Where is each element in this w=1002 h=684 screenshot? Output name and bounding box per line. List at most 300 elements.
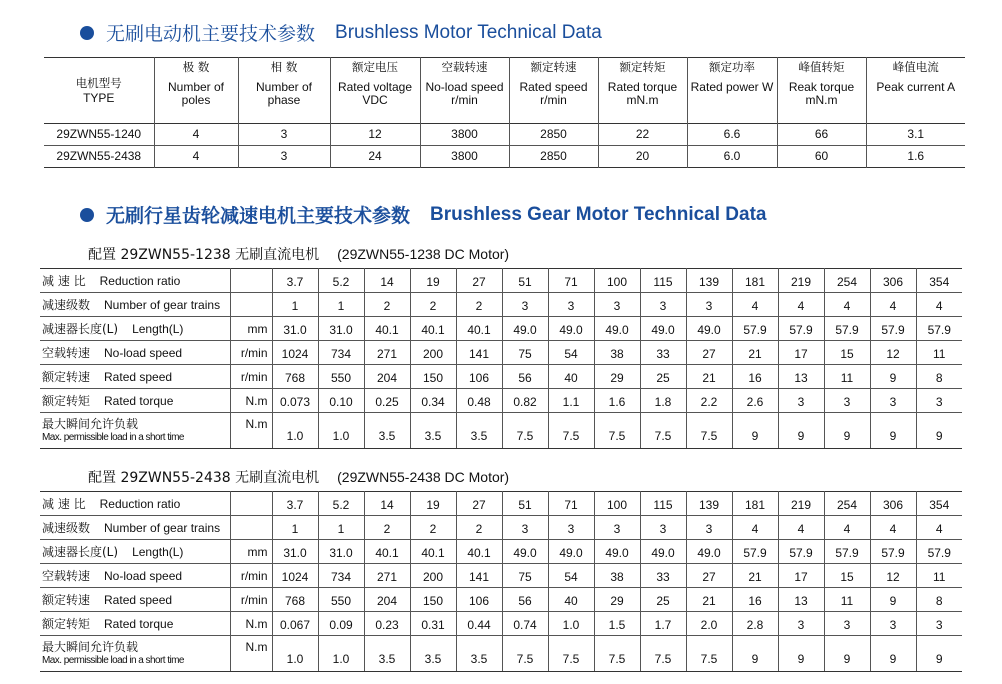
section-title-en: Brushless Motor Technical Data <box>335 21 602 43</box>
table-cell: 0.74 <box>502 612 548 636</box>
table-cell: 254 <box>824 492 870 516</box>
cell: 20 <box>598 146 687 168</box>
table-cell: 27 <box>686 564 732 588</box>
table-cell: 40.1 <box>364 540 410 564</box>
table-cell: 2 <box>410 516 456 540</box>
table-cell: 768 <box>272 588 318 612</box>
table-cell: 57.9 <box>778 317 824 341</box>
table-cell: 29 <box>594 588 640 612</box>
table-cell: 3.5 <box>456 413 502 449</box>
cell: 1.6 <box>866 146 965 168</box>
table-cell: 0.23 <box>364 612 410 636</box>
table-cell: 17 <box>778 341 824 365</box>
table-cell: 8 <box>916 365 962 389</box>
row-label <box>40 564 230 588</box>
cell: 2850 <box>509 124 598 146</box>
table-cell: 1 <box>272 293 318 317</box>
config-label-cn: 配置 29ZWN55-1238 无刷直流电机 <box>88 247 320 263</box>
row-label-en: Rated speed <box>104 593 173 607</box>
cell: 3800 <box>420 146 509 168</box>
table-cell: 4 <box>870 293 916 317</box>
cell: 22 <box>598 124 687 146</box>
table-cell: 3.5 <box>410 413 456 449</box>
table-cell: 0.31 <box>410 612 456 636</box>
table-cell: 219 <box>778 492 824 516</box>
table-cell: 15 <box>824 564 870 588</box>
table-cell: 57.9 <box>916 317 962 341</box>
table-cell: 4 <box>870 516 916 540</box>
row-label-cn: 额定转矩 <box>42 617 91 631</box>
section-title-en: Brushless Gear Motor Technical Data <box>430 203 767 225</box>
table-cell: 9 <box>916 413 962 449</box>
row-label <box>40 588 230 612</box>
table-cell: 7.5 <box>548 413 594 449</box>
row-unit: r/min <box>230 365 272 389</box>
table-cell: 40.1 <box>456 540 502 564</box>
table-row <box>40 293 962 317</box>
table-row <box>40 389 962 413</box>
row-label-cn: 额定转矩 <box>42 394 91 408</box>
table-cell: 71 <box>548 269 594 293</box>
table-cell: 100 <box>594 492 640 516</box>
row-unit: mm <box>230 317 272 341</box>
table-cell: 29 <box>594 365 640 389</box>
table-cell: 3 <box>548 516 594 540</box>
table-cell: 3 <box>778 612 824 636</box>
row-unit: N.m <box>230 612 272 636</box>
table-cell: 4 <box>824 516 870 540</box>
table-cell: 57.9 <box>870 317 916 341</box>
table-cell: 3 <box>640 293 686 317</box>
table-cell: 11 <box>916 341 962 365</box>
table-cell: 2.2 <box>686 389 732 413</box>
table-cell: 271 <box>364 564 410 588</box>
row-label-cn: 减速级数 <box>42 298 91 312</box>
table-cell: 9 <box>778 413 824 449</box>
col-header-type: 电机型号 TYPE <box>75 75 122 105</box>
table-cell: 141 <box>456 341 502 365</box>
table-cell: 3.5 <box>364 636 410 672</box>
row-label-cn: 减速级数 <box>42 521 91 535</box>
table-row <box>40 269 962 293</box>
row-label-cn: 减 速 比 <box>42 497 86 511</box>
table-cell: 40.1 <box>364 317 410 341</box>
config-label-cn: 配置 29ZWN55-2438 无刷直流电机 <box>88 470 320 486</box>
cell: 3 <box>238 146 330 168</box>
table-cell: 550 <box>318 588 364 612</box>
table-row <box>40 516 962 540</box>
table-cell: 57.9 <box>916 540 962 564</box>
table-cell: 9 <box>732 413 778 449</box>
table-cell: 2.0 <box>686 612 732 636</box>
row-label-cn: 空载转速 <box>42 569 91 583</box>
table-cell: 354 <box>916 269 962 293</box>
section-title-motor <box>80 19 602 46</box>
gear-table <box>40 268 962 449</box>
row-label <box>40 365 230 389</box>
table-row <box>40 413 962 449</box>
table-cell: 49.0 <box>686 317 732 341</box>
config-label-en: (29ZWN55-2438 DC Motor) <box>337 469 510 485</box>
table-cell: 3.5 <box>410 636 456 672</box>
table-cell: 4 <box>916 516 962 540</box>
row-label <box>40 317 230 341</box>
table-cell: 11 <box>916 564 962 588</box>
gear-table <box>40 491 962 672</box>
table-cell: 3 <box>870 612 916 636</box>
table-cell: 5.2 <box>318 492 364 516</box>
table-cell: 7.5 <box>640 636 686 672</box>
row-label <box>40 389 230 413</box>
table-cell: 16 <box>732 365 778 389</box>
table-cell: 21 <box>732 341 778 365</box>
bullet-icon <box>80 26 94 40</box>
row-unit <box>230 269 272 293</box>
table-cell: 16 <box>732 588 778 612</box>
cell: 24 <box>330 146 420 168</box>
table-row <box>40 365 962 389</box>
table-cell: 57.9 <box>824 540 870 564</box>
table-cell: 9 <box>870 588 916 612</box>
table-cell: 354 <box>916 492 962 516</box>
table-cell: 219 <box>778 269 824 293</box>
table-cell: 2.6 <box>732 389 778 413</box>
table-cell: 40.1 <box>456 317 502 341</box>
table-cell: 1.0 <box>272 413 318 449</box>
motor-table-header <box>44 58 965 124</box>
table-cell: 1 <box>318 516 364 540</box>
table-row <box>40 492 962 516</box>
cell: 3 <box>238 124 330 146</box>
config-label-en: (29ZWN55-1238 DC Motor) <box>337 246 510 262</box>
row-unit: N.m <box>230 413 272 449</box>
table-cell: 40 <box>548 588 594 612</box>
table-cell: 1024 <box>272 341 318 365</box>
table-cell: 106 <box>456 365 502 389</box>
col-header-peak-current: 峰值电流 Peak current A <box>866 58 965 124</box>
table-cell: 9 <box>778 636 824 672</box>
row-unit: mm <box>230 540 272 564</box>
table-cell: 0.067 <box>272 612 318 636</box>
table-cell: 200 <box>410 564 456 588</box>
table-cell: 550 <box>318 365 364 389</box>
row-label <box>40 540 230 564</box>
cell: 60 <box>777 146 866 168</box>
table-cell: 4 <box>732 293 778 317</box>
table-cell: 13 <box>778 588 824 612</box>
table-cell: 11 <box>824 365 870 389</box>
table-cell: 38 <box>594 564 640 588</box>
row-label-en: Number of gear trains <box>104 521 221 535</box>
table-cell: 306 <box>870 269 916 293</box>
cell-type: 29ZWN55-2438 <box>56 149 142 163</box>
table-cell: 40 <box>548 365 594 389</box>
table-cell: 4 <box>916 293 962 317</box>
table-cell: 768 <box>272 365 318 389</box>
row-label-en: Rated torque <box>104 394 174 408</box>
row-label-en: Number of gear trains <box>104 298 221 312</box>
col-header-peak-torque: 峰值转矩 Reak torque mN.m <box>777 58 866 124</box>
table-cell: 31.0 <box>272 540 318 564</box>
table-cell: 7.5 <box>502 413 548 449</box>
table-cell: 27 <box>456 269 502 293</box>
table-cell: 306 <box>870 492 916 516</box>
col-header-rated-power: 额定功率 Rated power W <box>687 58 777 124</box>
table-cell: 2 <box>456 516 502 540</box>
row-unit: N.m <box>230 389 272 413</box>
row-label-en: Length(L) <box>132 545 184 559</box>
cell: 4 <box>154 124 238 146</box>
table-cell: 51 <box>502 269 548 293</box>
table-cell: 3 <box>778 389 824 413</box>
row-label-cn: 减 速 比 <box>42 274 86 288</box>
cell: 6.6 <box>687 124 777 146</box>
table-cell: 33 <box>640 564 686 588</box>
table-cell: 31.0 <box>318 540 364 564</box>
row-label <box>40 293 230 317</box>
table-cell: 40.1 <box>410 317 456 341</box>
table-cell: 3.5 <box>456 636 502 672</box>
table-cell: 3 <box>640 516 686 540</box>
table-cell: 3 <box>824 389 870 413</box>
col-header-rated-speed: 额定转速 Rated speed r/min <box>509 58 598 124</box>
table-cell: 1.1 <box>548 389 594 413</box>
col-header-rated-torque: 额定转矩 Rated torque mN.m <box>598 58 687 124</box>
table-cell: 21 <box>686 365 732 389</box>
row-label-cn: 额定转速 <box>42 593 91 607</box>
row-label-cn: 减速器长度(L) <box>42 545 119 559</box>
table-cell: 734 <box>318 564 364 588</box>
row-label-cn: 最大瞬间允许负载 <box>42 640 139 654</box>
table-cell: 4 <box>778 293 824 317</box>
table-cell: 49.0 <box>502 317 548 341</box>
table-cell: 38 <box>594 341 640 365</box>
table-cell: 3.5 <box>364 413 410 449</box>
table-cell: 2 <box>364 516 410 540</box>
section-title-cn: 无刷电动机主要技术参数 <box>106 23 316 45</box>
table-cell: 1024 <box>272 564 318 588</box>
table-cell: 7.5 <box>502 636 548 672</box>
table-cell: 51 <box>502 492 548 516</box>
table-cell: 2 <box>364 293 410 317</box>
table-cell: 254 <box>824 269 870 293</box>
table-cell: 56 <box>502 365 548 389</box>
table-cell: 49.0 <box>548 540 594 564</box>
table-cell: 9 <box>824 636 870 672</box>
table-cell: 734 <box>318 341 364 365</box>
table-cell: 1 <box>318 293 364 317</box>
table-cell: 12 <box>870 341 916 365</box>
table-cell: 7.5 <box>686 413 732 449</box>
table-cell: 19 <box>410 269 456 293</box>
table-cell: 3 <box>594 293 640 317</box>
row-label-en: Max. permissible load in a short time <box>42 655 184 666</box>
table-row <box>44 146 965 168</box>
table-cell: 150 <box>410 365 456 389</box>
table-cell: 0.073 <box>272 389 318 413</box>
table-cell: 31.0 <box>272 317 318 341</box>
table-cell: 9 <box>870 365 916 389</box>
row-unit: r/min <box>230 564 272 588</box>
table-cell: 150 <box>410 588 456 612</box>
table-cell: 57.9 <box>870 540 916 564</box>
row-unit: r/min <box>230 588 272 612</box>
table-cell: 7.5 <box>686 636 732 672</box>
table-cell: 21 <box>686 588 732 612</box>
table-cell: 71 <box>548 492 594 516</box>
row-label <box>40 341 230 365</box>
table-cell: 27 <box>686 341 732 365</box>
cell-type: 29ZWN55-1240 <box>56 127 142 141</box>
table-cell: 1.0 <box>548 612 594 636</box>
table-cell: 49.0 <box>594 540 640 564</box>
row-label-en: No-load speed <box>104 569 183 583</box>
table-cell: 21 <box>732 564 778 588</box>
table-cell: 14 <box>364 269 410 293</box>
bullet-icon <box>80 208 94 222</box>
table-cell: 17 <box>778 564 824 588</box>
table-cell: 49.0 <box>502 540 548 564</box>
table-cell: 0.82 <box>502 389 548 413</box>
cell: 6.0 <box>687 146 777 168</box>
table-cell: 49.0 <box>640 317 686 341</box>
table-cell: 9 <box>870 636 916 672</box>
table-cell: 3 <box>916 612 962 636</box>
col-header-noload-speed: 空载转速 No-load speed r/min <box>420 58 509 124</box>
table-cell: 2 <box>456 293 502 317</box>
row-label <box>40 516 230 540</box>
table-cell: 4 <box>824 293 870 317</box>
table-cell: 7.5 <box>594 413 640 449</box>
table-cell: 3.7 <box>272 492 318 516</box>
table-cell: 1.5 <box>594 612 640 636</box>
col-header-phase: 相 数 Number of phase <box>238 58 330 124</box>
table-cell: 57.9 <box>732 317 778 341</box>
table-cell: 200 <box>410 341 456 365</box>
table-cell: 3 <box>824 612 870 636</box>
table-cell: 106 <box>456 588 502 612</box>
table-cell: 57.9 <box>778 540 824 564</box>
table-cell: 0.10 <box>318 389 364 413</box>
table-cell: 9 <box>732 636 778 672</box>
row-label <box>40 612 230 636</box>
row-label-cn: 最大瞬间允许负载 <box>42 417 139 431</box>
row-unit: r/min <box>230 341 272 365</box>
row-label-en: Length(L) <box>132 322 184 336</box>
table-cell: 3 <box>870 389 916 413</box>
section-title-gear <box>80 201 767 228</box>
table-cell: 54 <box>548 564 594 588</box>
cell: 4 <box>154 146 238 168</box>
table-cell: 0.25 <box>364 389 410 413</box>
table-cell: 1.8 <box>640 389 686 413</box>
row-unit <box>230 516 272 540</box>
table-cell: 1.7 <box>640 612 686 636</box>
row-label-en: Reduction ratio <box>99 274 181 288</box>
table-cell: 14 <box>364 492 410 516</box>
motor-data-table <box>44 57 965 168</box>
cell: 12 <box>330 124 420 146</box>
row-label-en: Rated speed <box>104 370 173 384</box>
table-row <box>40 636 962 672</box>
table-row <box>40 341 962 365</box>
table-cell: 0.34 <box>410 389 456 413</box>
table-cell: 204 <box>364 365 410 389</box>
row-label-en: Rated torque <box>104 617 174 631</box>
table-cell: 25 <box>640 588 686 612</box>
table-cell: 15 <box>824 341 870 365</box>
table-cell: 271 <box>364 341 410 365</box>
table-cell: 7.5 <box>594 636 640 672</box>
table-cell: 3 <box>548 293 594 317</box>
config-label <box>88 244 509 264</box>
table-cell: 100 <box>594 269 640 293</box>
table-cell: 3 <box>594 516 640 540</box>
table-cell: 9 <box>824 413 870 449</box>
row-unit <box>230 492 272 516</box>
table-cell: 115 <box>640 269 686 293</box>
section-title-cn: 无刷行星齿轮减速电机主要技术参数 <box>106 205 411 227</box>
table-cell: 3.7 <box>272 269 318 293</box>
table-cell: 33 <box>640 341 686 365</box>
row-unit: N.m <box>230 636 272 672</box>
table-cell: 9 <box>870 413 916 449</box>
table-cell: 139 <box>686 269 732 293</box>
table-cell: 1.6 <box>594 389 640 413</box>
table-cell: 57.9 <box>824 317 870 341</box>
col-header-poles: 极 数 Number of poles <box>154 58 238 124</box>
table-cell: 1.0 <box>318 413 364 449</box>
table-cell: 139 <box>686 492 732 516</box>
row-label <box>40 636 230 672</box>
table-cell: 0.44 <box>456 612 502 636</box>
col-header-voltage: 额定电压 Rated voltage VDC <box>330 58 420 124</box>
row-label-cn: 减速器长度(L) <box>42 322 119 336</box>
row-label <box>40 269 230 293</box>
table-cell: 3 <box>686 516 732 540</box>
cell: 3.1 <box>866 124 965 146</box>
table-cell: 1.0 <box>318 636 364 672</box>
table-cell: 56 <box>502 588 548 612</box>
table-cell: 0.09 <box>318 612 364 636</box>
table-row <box>40 540 962 564</box>
table-cell: 25 <box>640 365 686 389</box>
cell: 2850 <box>509 146 598 168</box>
table-cell: 9 <box>916 636 962 672</box>
row-label-en: No-load speed <box>104 346 183 360</box>
table-cell: 75 <box>502 564 548 588</box>
table-cell: 49.0 <box>686 540 732 564</box>
table-row <box>40 564 962 588</box>
table-cell: 7.5 <box>548 636 594 672</box>
table-cell: 0.48 <box>456 389 502 413</box>
table-cell: 31.0 <box>318 317 364 341</box>
table-cell: 2 <box>410 293 456 317</box>
table-cell: 3 <box>502 516 548 540</box>
row-label-en: Reduction ratio <box>99 497 181 511</box>
table-cell: 4 <box>732 516 778 540</box>
table-cell: 40.1 <box>410 540 456 564</box>
table-cell: 204 <box>364 588 410 612</box>
table-cell: 49.0 <box>548 317 594 341</box>
table-cell: 115 <box>640 492 686 516</box>
table-cell: 2.8 <box>732 612 778 636</box>
table-cell: 57.9 <box>732 540 778 564</box>
row-label <box>40 492 230 516</box>
table-cell: 54 <box>548 341 594 365</box>
table-cell: 181 <box>732 492 778 516</box>
row-label-cn: 空载转速 <box>42 346 91 360</box>
